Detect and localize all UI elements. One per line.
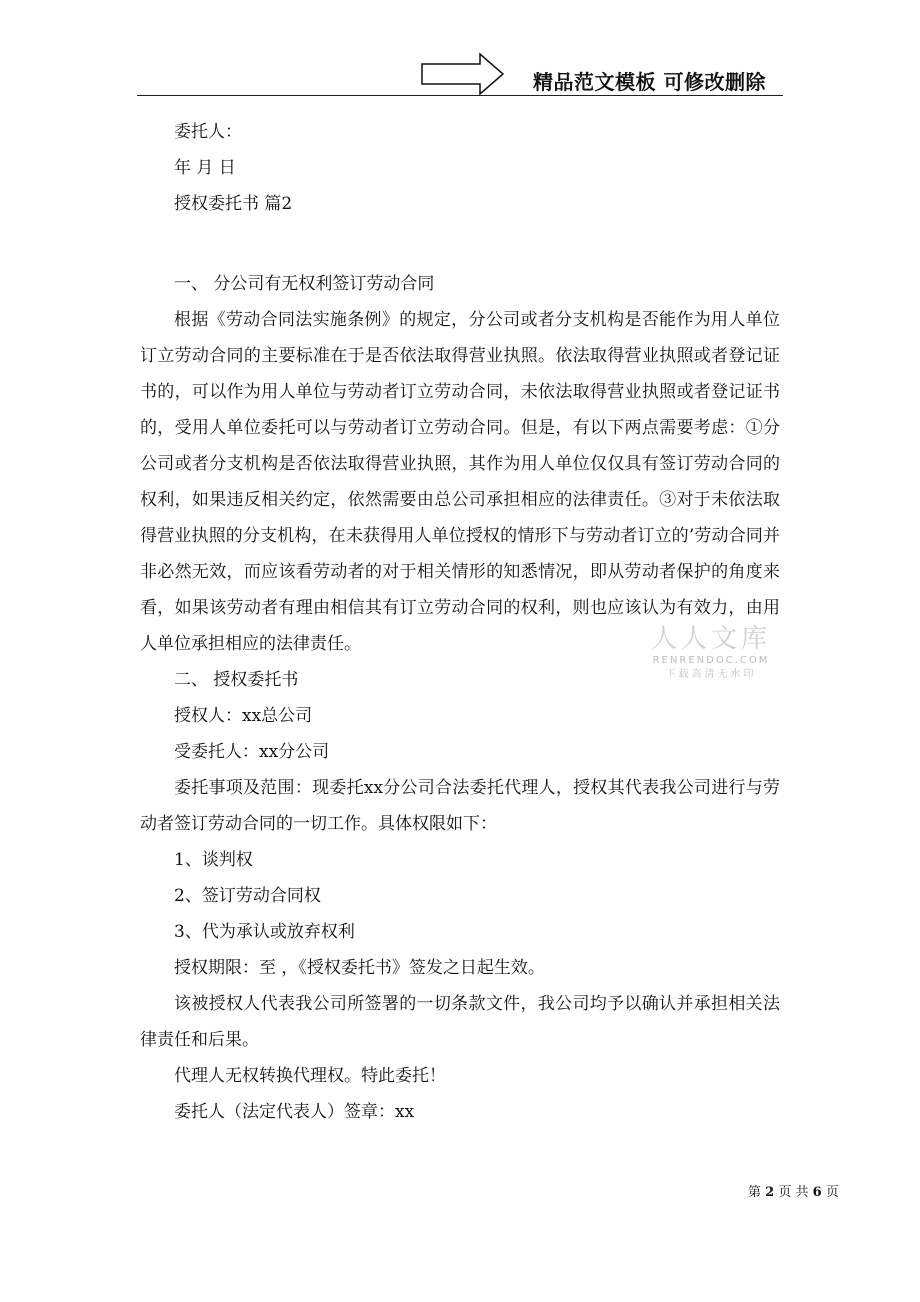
header-title: 精品范文模板 可修改删除 [533,70,766,94]
section1-paragraph: 根据《劳动合同法实施条例》的规定，分公司或者分支机构是否能作为用人单位订立劳动合同的主要标准在于是否依法取得营业执照。依法取得营业执照或者登记证书的，可以作为用人单位与劳动者订立劳动合同，未依法取得营业执照或者登记证书的，受用人单位委托可以与劳动者订立劳动合同。但是，有以下两点需要考虑：①分公司或者分支机构是否依法取得营业执照，其作为用人单位仅仅具有签订劳动合同的权利，如果违反相关约定，依然需要由总公司承担相应的法律责任。③对于未依法取得营业执照的分支机构，在未获得用人单位授权的情形下与劳动者订立的’劳动合同并非必然无效，而应该看劳动者的对于相关情形的知悉情况，即从劳动者保护的角度来看，如果该劳动者有理由相信其有订立劳动合同的权利，则也应该认为有效力，由用人单位承担相应的法律责任。 [140,310,780,654]
watermark-domain: RENRENDOC.COM [652,655,770,666]
header-divider [137,95,783,96]
scope-paragraph: 委托事项及范围：现委托xx分公司合法委托代理人，授权其代表我公司进行与劳动者签订劳动合同的一切工作。具体权限如下： [140,778,780,834]
section2-heading: 二、 授权委托书 [174,670,299,690]
right-arrow-icon [420,52,506,96]
watermark-subtitle: 下载高清无水印 [665,669,757,680]
total-pages: 6 [812,1185,822,1200]
agent-line: 受委托人：xx分公司 [174,742,330,762]
power-item: 1、谈判权 [174,850,253,870]
date-line: 年 月 日 [174,158,236,178]
current-page: 2 [765,1185,775,1200]
article-title: 授权委托书 篇2 [174,194,293,214]
section1-heading: 一、 分公司有无权利签订劳动合同 [174,274,435,294]
watermark-logo-text: 人人文库 [650,624,771,654]
page-prefix: 第 [748,1185,762,1200]
watermark [646,624,776,682]
period-line: 授权期限：至 ，《授权委托书》签发之日起生效。 [174,958,545,978]
entrustor-line: 委托人： [174,122,242,142]
no-transfer-line: 代理人无权转换代理权。特此委托！ [174,1066,446,1086]
page-middle: 页 共 [778,1185,809,1200]
power-item: 3、代为承认或放弃权利 [174,922,355,942]
authorizer-line: 授权人：xx总公司 [174,706,313,726]
document-body [140,114,780,1130]
spacer [140,222,780,266]
power-item: 2、签订劳动合同权 [174,886,321,906]
page-header [0,0,920,100]
confirm-paragraph: 该被授权人代表我公司所签署的一切条款文件，我公司均予以确认并承担相关法律责任和后果。 [140,994,780,1050]
page-suffix: 页 [825,1185,839,1200]
page-number [748,1181,839,1200]
signature-line: 委托人（法定代表人）签章：xx [174,1102,415,1122]
